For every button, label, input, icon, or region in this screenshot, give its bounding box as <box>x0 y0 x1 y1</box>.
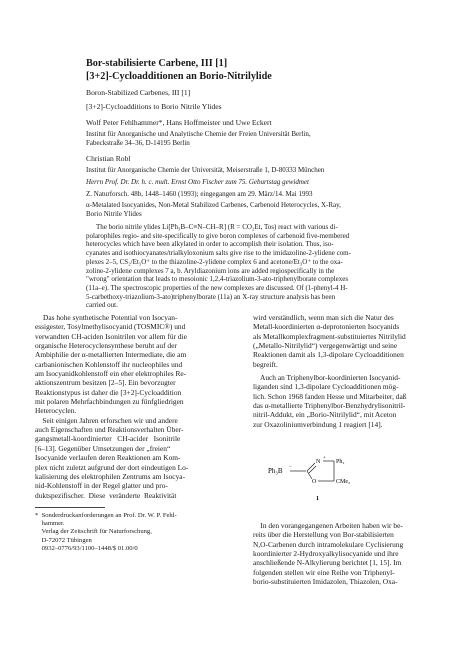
compound-number: 1 <box>316 496 319 502</box>
affiliation-berlin-line-2: Fabeckstraße 34–36, D-14195 Berlin <box>86 139 190 147</box>
body-line: gangsmetall-koordinierter CH-acider Isonitrile <box>35 434 181 444</box>
body-line: Metall-koordinierten α-deprotonierten Isocyanids <box>253 322 400 332</box>
footnote <box>35 512 177 553</box>
footnote-line: Verlag der Zeitschrift für Naturforschung, <box>35 528 152 536</box>
author-munich: Christian Robl <box>86 154 131 163</box>
english-title-line-1: Boron-Stabilized Carbenes, III [1] <box>86 88 191 97</box>
body-line: liganden sind 1,3-dipolare Cycloadditionen mög- <box>253 382 399 392</box>
body-line: wird verständlich, wenn man sich die Natur des <box>253 313 394 322</box>
keywords-line-1: α-Metalated Isocyanides, Non-Metal Stabilized Carbenes, Carbenoid Heterocycles, X-Ray, <box>86 201 341 209</box>
cme2-label: CMe₂ <box>336 479 351 485</box>
body-line: aktionszentrum besitzen [2–5]. Ein bevorzugter <box>35 378 176 388</box>
body-line: kalisierung des elektrophilen Zentrums am Isocya- <box>35 471 186 481</box>
authors-berlin: Wolf Peter Fehlhammer*, Hans Hoffmeister und Uwe Eckert <box>86 118 272 127</box>
body-line: essigester, Tosylmethylisocyanid (TOSMIC®) und <box>35 322 186 332</box>
plus-charge: + <box>323 456 326 461</box>
oxygen-label: O <box>312 479 317 485</box>
english-title-line-2: [3+2]-Cycloadditions to Borio Nitrile Ylides <box>86 102 222 111</box>
body-line: Isocyanide verlaufen deren Reaktionen am Kom- <box>35 453 181 463</box>
left-column <box>35 313 188 500</box>
affiliation-berlin-line-1: Institut für Anorganische und Analytische Chemie der Freien Universität Berlin, <box>86 130 311 138</box>
body-line: („Metallo-Nitrilylid“) vergegenwärtigt und seine <box>253 341 398 351</box>
right-column-bottom <box>253 521 403 586</box>
body-line: koordinierter 2-Hydroxyalkylisocyanide und ihre <box>253 549 399 559</box>
body-line: verwandten CH-aciden Isonitrilen vor allem für die <box>35 331 187 341</box>
body-line: Heterocyclen. <box>35 406 77 416</box>
body-line: Reaktionen damit als 1,3-dipolare Cycloadditionen <box>253 350 404 360</box>
body-line: plex nicht zuletzt aufgrund der dort eindeutigen Lo- <box>35 462 189 472</box>
german-title-line-1: Bor-stabilisierte Carbene, III [1] <box>86 58 228 69</box>
footnote-rule <box>35 507 105 508</box>
body-line: lich. Schon 1968 fanden Hesse und Mitarbeiter, daß <box>253 391 407 401</box>
abstract-line: zoline-2-ylidene complexes 7 a, b. Aryldiazonium ions are added regiospecifically in the <box>86 266 335 275</box>
footnote-line: 0932–0776/93/1100–1448/$ 01.00/0 <box>35 544 138 552</box>
body-line: reits über die Herstellung von Bor-stabilisierten <box>253 530 394 540</box>
body-line: N,O-Carbenen durch intramolekulare Cyclisierung <box>253 539 404 549</box>
abstract-line: (11a–e). The spectroscopic properties of the new complexes are discussed. Of (1-phenyl-4 H- <box>86 283 348 292</box>
body-line: borio-substituierten Imidazolen, Thiazolen, Oxa- <box>253 577 398 587</box>
body-line: Ambiphilie der α-metallierten Intermediate, die am <box>35 350 187 360</box>
abstract-line: 5-carbethoxy-triazolium-3-ato)triphenylborate (11a) an X-ray structure analysis has been <box>86 292 336 301</box>
body-line: Das hohe synthetische Potential von Isocyan- <box>43 313 178 322</box>
body-line: Seit einigen Jahren erforschen wir und andere <box>35 415 178 425</box>
abstract-line: heterocycles which have been alkylated in order to accomplish their isolation. Thus, iso- <box>86 240 334 249</box>
body-line: organische Heterocyclensynthese beruht auf der <box>35 341 177 351</box>
abstract-line: plexes 2–5, CS₂/Et₃O⁺ to the thiazoline-2-ylidene complex 6 and acetone/Et₃O⁺ to the oxa- <box>86 257 343 266</box>
body-line: auch Eigenschaften und Reaktionsverhalten Über- <box>35 425 184 435</box>
keywords-line-2: Borio Nitrile Ylides <box>86 210 142 218</box>
body-line: am Isocyanidkohlenstoff ein eher elektrophiles Re- <box>35 369 187 379</box>
oxazoline-structure-1 <box>268 448 388 508</box>
body-line: begreift. <box>253 359 278 369</box>
body-line: mit polaren Mehrfachbindungen zu fünfgliedrigen <box>35 397 184 407</box>
body-line: folgenden stellen wir eine Reihe von Triphenyl- <box>253 567 395 577</box>
nitrogen-label: N <box>316 459 321 465</box>
footnote-line: D-72072 Tübingen <box>35 536 92 544</box>
affiliation-munich: Institut für Anorganische Chemie der Universität, Meiserstraße 1, D-80333 München <box>86 166 325 174</box>
body-line: zur Oxazoliniumverbindung 1 reagiert [14]. <box>253 419 383 429</box>
body-line: das α-metallierte Triphenylbor-Benzhydrylisonitril- <box>253 401 406 411</box>
abstract-line: The borio nitrile ylides Li[Ph₃B–C≡N–CH–R] (R = CO₂Et, Tos) react with various di- <box>96 223 338 231</box>
dedication: Herrn Prof. Dr. Dr. h. c. mult. Ernst Otto Fischer zum 75. Geburtstag gewidmet <box>86 178 309 186</box>
right-column-top <box>253 313 406 429</box>
german-title-line-2: [3+2]-Cycloadditionen an Borio-Nitrilylide <box>86 71 272 82</box>
footnote-line: hammer. <box>35 520 65 528</box>
abstract <box>86 223 386 310</box>
abstract-line: polarophiles regio- and site-specifically to give boron complexes of carbenoid five-membered <box>86 231 350 240</box>
body-line: Reaktionstypus ist daher die [3+2]-Cycloaddition <box>35 387 182 397</box>
minus-charge: − <box>289 465 292 470</box>
body-line: In den vorangegangenen Arbeiten haben wir be- <box>253 521 403 530</box>
body-line: anschließende N-Alkylierung berichtet [1, 15]. Im <box>253 558 402 568</box>
abstract-line: "wrong" orientation that leads to mesoionic 1,2,4-triazolium-3-ato-triphenylborate complexes <box>86 275 349 284</box>
body-line: duktspezifischer. Diese veränderte Reaktivität <box>35 490 177 500</box>
body-line: carbanionischen Kohlenstoff ihr nucleophiles und <box>35 359 183 369</box>
citation-line: Z. Naturforsch. 48b, 1448–1460 (1993); eingegangen am 29. März/14. Mai 1993 <box>86 190 313 198</box>
body-line: nid-Kohlenstoff in der Regel glatter und pro- <box>35 481 168 491</box>
abstract-line: carried out. <box>86 301 118 310</box>
body-line: Auch an Triphenylbor-koordinierten Isocyanid- <box>253 373 401 383</box>
abstract-line: cyanates and isothiocyanates/trialkyloxonium salts give rise to the imidazoline-2-ylidene com- <box>86 249 351 258</box>
ph3b-label: Ph₃B <box>268 467 283 475</box>
footnote-line: * Sonderdruckanforderungen an Prof. Dr. W. P. Fehl- <box>35 512 177 519</box>
body-line: als Metallkomplexfragment-substituiertes Nitrilylid <box>253 331 406 341</box>
body-line: nitril-Addukt, ein „Borio-Nitrilylid“, mit Aceton <box>253 410 397 420</box>
body-line: [6–13]. Gegenüber Umsetzungen der „freien“ <box>35 443 171 453</box>
ph2-label: Ph₂ <box>336 459 345 465</box>
